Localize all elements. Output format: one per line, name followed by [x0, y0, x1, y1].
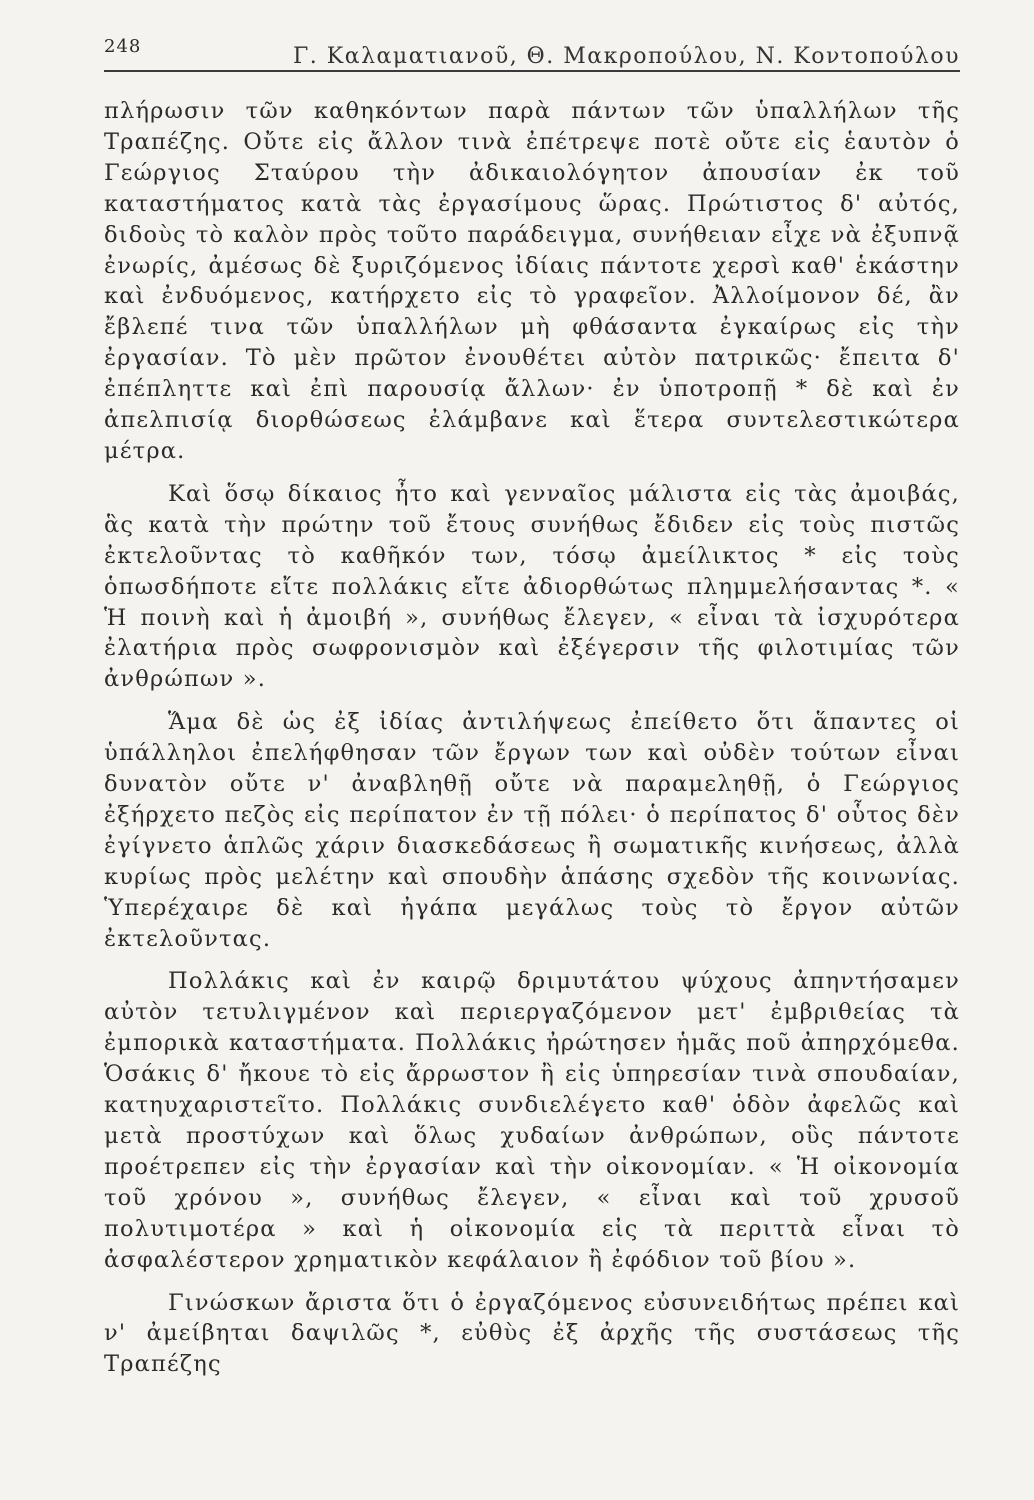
- page-header: [104, 36, 960, 72]
- page-number: 248: [104, 36, 142, 57]
- body-text: [104, 96, 960, 1380]
- paragraph: Πολλάκις καὶ ἐν καιρῷ δριμυτάτου ψύχους ἀπηντήσαμεν αὐτὸν τετυλιγμένον καὶ περιεργαζόμενον μετ' ἐμβριθείας τὰ ἐμπορικὰ καταστήματα. Πολλάκις ἠρώτησεν ἡμᾶς ποῦ ἀπηρχόμεθα. Ὁσάκις δ' ἤκουε τὸ εἰς ἄρρωστον ἢ εἰς ὑπηρεσίαν τινὰ σπουδαίαν, κατηυχαριστεῖτο. Πολλάκις συνδιελέγετο καθ' ὁδὸν ἀφελῶς καὶ μετὰ προστύχων καὶ ὅλως χυδαίων ἀνθρώπων, οὓς πάντοτε προέτρεπεν εἰς τὴν ἐργασίαν καὶ τὴν οἰκονομίαν. « Ἡ οἰκονομία τοῦ χρόνου », συνήθως ἔλεγεν, « εἶναι καὶ τοῦ χρυσοῦ πολυτιμοτέρα » καὶ ἡ οἰκονομία εἰς τὰ περιττὰ εἶναι τὸ ἀσφαλέστερον χρηματικὸν κεφάλαιον ἢ ἐφόδιον τοῦ βίου ».: [104, 968, 960, 1273]
- paragraph: πλήρωσιν τῶν καθηκόντων παρὰ πάντων τῶν ὑπαλλήλων τῆς Τραπέζης. Οὔτε εἰς ἄλλον τινὰ ἐπέτρεψε ποτὲ οὔτε εἰς ἑαυτὸν ὁ Γεώργιος Σταύρου τὴν ἀδικαιολόγητον ἀπουσίαν ἐκ τοῦ καταστήματος κατὰ τὰς ἐργασίμους ὥρας. Πρώτιστος δ' αὐτός, διδοὺς τὸ καλὸν πρὸς τοῦτο παράδειγμα, συνήθειαν εἶχε νὰ ἐξυπνᾷ ἐνωρίς, ἀμέσως δὲ ξυριζόμενος ἰδίαις πάντοτε χερσὶ καθ' ἑκάστην καὶ ἐνδυόμενος, κατήρχετο εἰς τὸ γραφεῖον. Ἀλλοίμονον δέ, ἂν ἔβλεπέ τινα τῶν ὑπαλλήλων μὴ φθάσαντα ἐγκαίρως εἰς τὴν ἐργασίαν. Τὸ μὲν πρῶτον ἐνουθέτει αὐτὸν πατρικῶς· ἔπειτα δ' ἐπέπληττε καὶ ἐπὶ παρουσίᾳ ἄλλων· ἐν ὑποτροπῇ * δὲ καὶ ἐν ἀπελπισίᾳ διορθώσεως ἐλάμβανε καὶ ἕτερα συντελεστικώτερα μέτρα.: [104, 98, 960, 464]
- paragraph: Ἅμα δὲ ὡς ἐξ ἰδίας ἀντιλήψεως ἐπείθετο ὅτι ἅπαντες οἱ ὑπάλληλοι ἐπελήφθησαν τῶν ἔργων των καὶ οὐδὲν τούτων εἶναι δυνατὸν οὔτε ν' ἀναβληθῇ οὔτε νὰ παραμεληθῇ, ὁ Γεώργιος ἐξήρχετο πεζὸς εἰς περίπατον ἐν τῇ πόλει· ὁ περίπατος δ' οὗτος δὲν ἐγίγνετο ἁπλῶς χάριν διασκεδάσεως ἢ σωματικῆς κινήσεως, ἀλλὰ κυρίως πρὸς μελέτην καὶ σπουδὴν ἁπάσης σχεδὸν τῆς κοινωνίας. Ὑπερέχαιρε δὲ καὶ ἠγάπα μεγάλως τοὺς τὸ ἔργον αὐτῶν ἐκτελοῦντας.: [104, 709, 960, 952]
- paragraph: Καὶ ὅσῳ δίκαιος ἦτο καὶ γενναῖος μάλιστα εἰς τὰς ἀμοιβάς, ἃς κατὰ τὴν πρώτην τοῦ ἔτους συνήθως ἔδιδεν εἰς τοὺς πιστῶς ἐκτελοῦντας τὸ καθῆκόν των, τόσῳ ἀμείλικτος * εἰς τοὺς ὁπωσδήποτε εἴτε πολλάκις εἴτε ἀδιορθώτως πλημμελήσαντας *. « Ἡ ποινὴ καὶ ἡ ἀμοιβή », συνήθως ἔλεγεν, « εἶναι τὰ ἰσχυρότερα ἐλατήρια πρὸς σωφρονισμὸν καὶ ἐξέγερσιν τῆς φιλοτιμίας τῶν ἀνθρώπων ».: [104, 480, 960, 693]
- paragraph: Γινώσκων ἄριστα ὅτι ὁ ἐργαζόμενος εὐσυνειδήτως πρέπει καὶ ν' ἀμείβηται δαψιλῶς *, εὐθὺς ἐξ ἀρχῆς τῆς συστάσεως τῆς Τραπέζης: [104, 1289, 960, 1378]
- running-head: Γ. Καλαματιανοῦ, Θ. Μακροπούλου, Ν. Κοντοπούλου: [293, 44, 960, 69]
